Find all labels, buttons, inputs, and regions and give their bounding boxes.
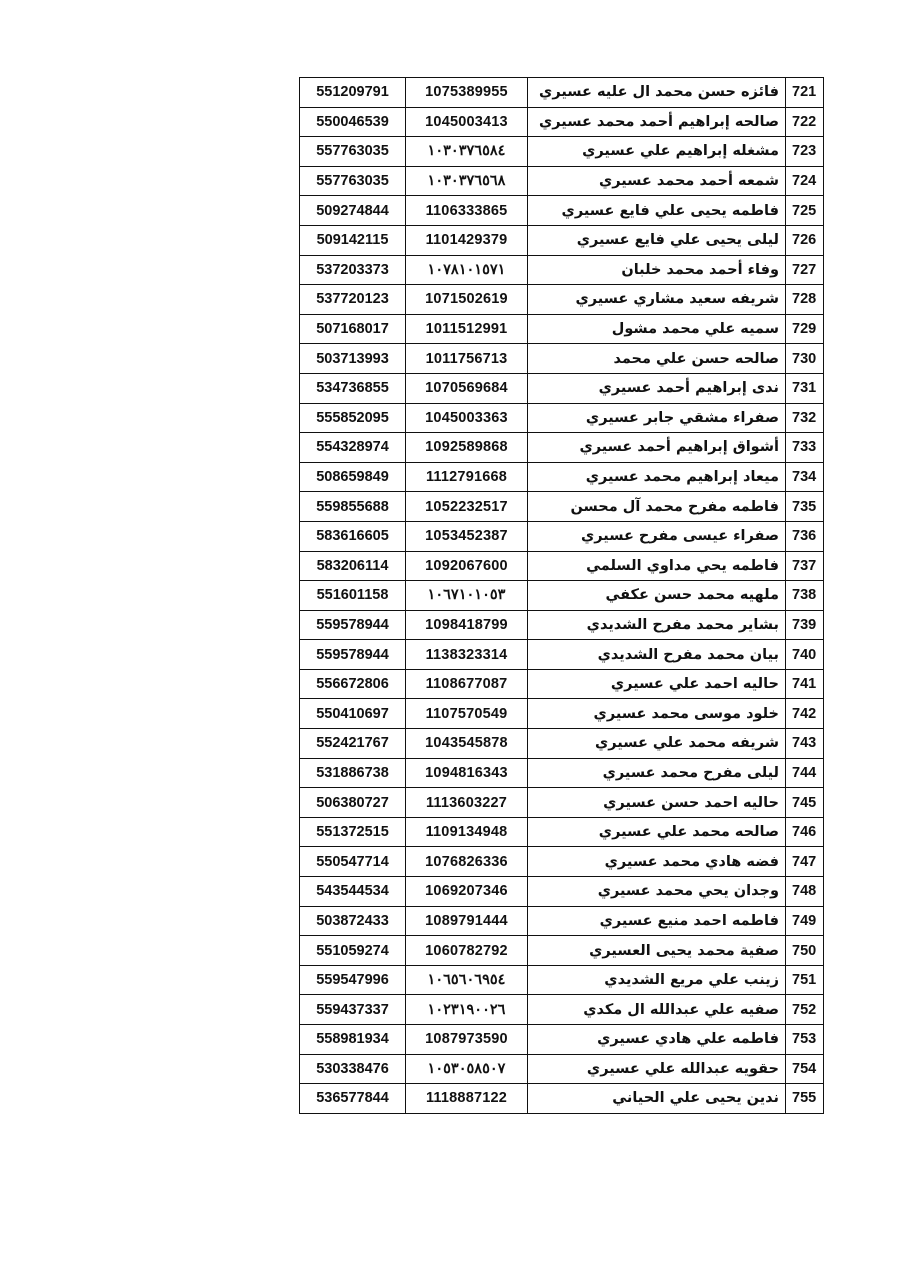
- row-number-cell: 747: [786, 847, 824, 877]
- mobile-cell: 555852095: [300, 403, 406, 433]
- row-number-cell: 741: [786, 669, 824, 699]
- mobile-cell: 537720123: [300, 285, 406, 315]
- id-number-cell: 1087973590: [406, 1025, 528, 1055]
- row-number-cell: 738: [786, 581, 824, 611]
- id-number-cell: 1071502619: [406, 285, 528, 315]
- name-cell: زينب علي مريع الشديدي: [528, 965, 786, 995]
- row-number-cell: 727: [786, 255, 824, 285]
- row-number-cell: 753: [786, 1025, 824, 1055]
- table-row: [300, 433, 824, 463]
- name-cell: ملهيه محمد حسن عكفي: [528, 581, 786, 611]
- id-number-cell: 1052232517: [406, 492, 528, 522]
- table-row: [300, 344, 824, 374]
- id-number-cell: 1107570549: [406, 699, 528, 729]
- id-number-cell: 1106333865: [406, 196, 528, 226]
- id-number-cell: 1138323314: [406, 640, 528, 670]
- id-number-cell: 1109134948: [406, 817, 528, 847]
- table-row: [300, 462, 824, 492]
- mobile-cell: 509142115: [300, 225, 406, 255]
- row-number-cell: 750: [786, 936, 824, 966]
- row-number-cell: 755: [786, 1084, 824, 1114]
- id-number-cell: ١٠٧٨١٠١٥٧١: [406, 255, 528, 285]
- row-number-cell: 725: [786, 196, 824, 226]
- table-row: [300, 521, 824, 551]
- mobile-cell: 559855688: [300, 492, 406, 522]
- name-cell: ليلى يحيى علي فايع عسيري: [528, 225, 786, 255]
- name-cell: صفراء مشقي جابر عسيري: [528, 403, 786, 433]
- table-row: [300, 906, 824, 936]
- table-row: [300, 877, 824, 907]
- mobile-cell: 530338476: [300, 1054, 406, 1084]
- mobile-cell: 550410697: [300, 699, 406, 729]
- name-cell: أشواق إبراهيم أحمد عسيري: [528, 433, 786, 463]
- row-number-cell: 745: [786, 788, 824, 818]
- mobile-cell: 503872433: [300, 906, 406, 936]
- mobile-cell: 508659849: [300, 462, 406, 492]
- table-row: [300, 78, 824, 108]
- table-row: [300, 817, 824, 847]
- name-cell: صفيه علي عبدالله ال مكدي: [528, 995, 786, 1025]
- row-number-cell: 722: [786, 107, 824, 137]
- table-row: [300, 758, 824, 788]
- id-number-cell: 1098418799: [406, 610, 528, 640]
- id-number-cell: ١٠٢٣١٩٠٠٢٦: [406, 995, 528, 1025]
- table-row: [300, 107, 824, 137]
- id-number-cell: ١٠٥٣٠٥٨٥٠٧: [406, 1054, 528, 1084]
- row-number-cell: 739: [786, 610, 824, 640]
- mobile-cell: 551372515: [300, 817, 406, 847]
- table-row: [300, 1084, 824, 1114]
- row-number-cell: 743: [786, 729, 824, 759]
- mobile-cell: 503713993: [300, 344, 406, 374]
- name-cell: مشغله إبراهيم علي عسيري: [528, 137, 786, 167]
- row-number-cell: 724: [786, 166, 824, 196]
- row-number-cell: 736: [786, 521, 824, 551]
- row-number-cell: 751: [786, 965, 824, 995]
- name-cell: بشاير محمد مفرح الشديدي: [528, 610, 786, 640]
- id-number-cell: 1108677087: [406, 669, 528, 699]
- mobile-cell: 583206114: [300, 551, 406, 581]
- name-cell: وفاء أحمد محمد خلبان: [528, 255, 786, 285]
- row-number-cell: 748: [786, 877, 824, 907]
- name-cell: صالحه إبراهيم أحمد محمد عسيري: [528, 107, 786, 137]
- roster-body: [300, 78, 824, 1114]
- table-row: [300, 581, 824, 611]
- mobile-cell: 537203373: [300, 255, 406, 285]
- id-number-cell: 1011756713: [406, 344, 528, 374]
- name-cell: شريفه سعيد مشاري عسيري: [528, 285, 786, 315]
- row-number-cell: 754: [786, 1054, 824, 1084]
- name-cell: حاليه احمد حسن عسيري: [528, 788, 786, 818]
- table-row: [300, 196, 824, 226]
- name-cell: حقويه عبدالله علي عسيري: [528, 1054, 786, 1084]
- mobile-cell: 557763035: [300, 137, 406, 167]
- table-row: [300, 551, 824, 581]
- id-number-cell: 1070569684: [406, 373, 528, 403]
- mobile-cell: 559578944: [300, 640, 406, 670]
- mobile-cell: 550046539: [300, 107, 406, 137]
- row-number-cell: 737: [786, 551, 824, 581]
- row-number-cell: 729: [786, 314, 824, 344]
- row-number-cell: 721: [786, 78, 824, 108]
- mobile-cell: 550547714: [300, 847, 406, 877]
- table-row: [300, 314, 824, 344]
- mobile-cell: 552421767: [300, 729, 406, 759]
- name-cell: ندين يحيى علي الحياني: [528, 1084, 786, 1114]
- row-number-cell: 752: [786, 995, 824, 1025]
- id-number-cell: 1075389955: [406, 78, 528, 108]
- id-number-cell: 1092067600: [406, 551, 528, 581]
- table-row: [300, 255, 824, 285]
- table-row: [300, 669, 824, 699]
- row-number-cell: 730: [786, 344, 824, 374]
- id-number-cell: ١٠٦٥٦٠٦٩٥٤: [406, 965, 528, 995]
- name-cell: فضه هادي محمد عسيري: [528, 847, 786, 877]
- name-cell: فاطمه مفرح محمد آل محسن: [528, 492, 786, 522]
- roster-table: [299, 77, 824, 1114]
- name-cell: فاطمه احمد منيع عسيري: [528, 906, 786, 936]
- id-number-cell: 1094816343: [406, 758, 528, 788]
- name-cell: سميه علي محمد مشول: [528, 314, 786, 344]
- table-row: [300, 285, 824, 315]
- table-row: [300, 936, 824, 966]
- table-row: [300, 610, 824, 640]
- name-cell: فاطمه يحي مداوي السلمي: [528, 551, 786, 581]
- mobile-cell: 536577844: [300, 1084, 406, 1114]
- mobile-cell: 543544534: [300, 877, 406, 907]
- id-number-cell: 1045003363: [406, 403, 528, 433]
- id-number-cell: 1011512991: [406, 314, 528, 344]
- mobile-cell: 559437337: [300, 995, 406, 1025]
- row-number-cell: 728: [786, 285, 824, 315]
- table-row: [300, 137, 824, 167]
- table-row: [300, 225, 824, 255]
- row-number-cell: 734: [786, 462, 824, 492]
- mobile-cell: 554328974: [300, 433, 406, 463]
- name-cell: وجدان يحي محمد عسيري: [528, 877, 786, 907]
- mobile-cell: 558981934: [300, 1025, 406, 1055]
- mobile-cell: 551601158: [300, 581, 406, 611]
- name-cell: شريفه محمد علي عسيري: [528, 729, 786, 759]
- id-number-cell: 1045003413: [406, 107, 528, 137]
- id-number-cell: 1053452387: [406, 521, 528, 551]
- id-number-cell: 1043545878: [406, 729, 528, 759]
- row-number-cell: 744: [786, 758, 824, 788]
- mobile-cell: 559547996: [300, 965, 406, 995]
- row-number-cell: 735: [786, 492, 824, 522]
- id-number-cell: 1113603227: [406, 788, 528, 818]
- name-cell: صفية محمد يحيى العسيري: [528, 936, 786, 966]
- name-cell: صفراء عيسى مفرح عسيري: [528, 521, 786, 551]
- id-number-cell: 1069207346: [406, 877, 528, 907]
- name-cell: ندى إبراهيم أحمد عسيري: [528, 373, 786, 403]
- name-cell: فاطمه يحيى علي فايع عسيري: [528, 196, 786, 226]
- row-number-cell: 733: [786, 433, 824, 463]
- id-number-cell: 1101429379: [406, 225, 528, 255]
- table-row: [300, 847, 824, 877]
- id-number-cell: ١٠٣٠٣٧٦٥٦٨: [406, 166, 528, 196]
- table-row: [300, 965, 824, 995]
- table-row: [300, 729, 824, 759]
- table-row: [300, 403, 824, 433]
- row-number-cell: 732: [786, 403, 824, 433]
- table-row: [300, 640, 824, 670]
- row-number-cell: 731: [786, 373, 824, 403]
- mobile-cell: 531886738: [300, 758, 406, 788]
- table-row: [300, 373, 824, 403]
- name-cell: بيان محمد مفرح الشديدي: [528, 640, 786, 670]
- table-row: [300, 1054, 824, 1084]
- mobile-cell: 551209791: [300, 78, 406, 108]
- name-cell: فائزه حسن محمد ال عليه عسيري: [528, 78, 786, 108]
- mobile-cell: 509274844: [300, 196, 406, 226]
- id-number-cell: 1089791444: [406, 906, 528, 936]
- id-number-cell: 1092589868: [406, 433, 528, 463]
- table-row: [300, 492, 824, 522]
- name-cell: شمعه أحمد محمد عسيري: [528, 166, 786, 196]
- mobile-cell: 507168017: [300, 314, 406, 344]
- table-row: [300, 166, 824, 196]
- name-cell: صالحه محمد علي عسيري: [528, 817, 786, 847]
- id-number-cell: 1076826336: [406, 847, 528, 877]
- table-row: [300, 995, 824, 1025]
- name-cell: خلود موسى محمد عسيري: [528, 699, 786, 729]
- row-number-cell: 742: [786, 699, 824, 729]
- id-number-cell: 1118887122: [406, 1084, 528, 1114]
- name-cell: صالحه حسن علي محمد: [528, 344, 786, 374]
- mobile-cell: 551059274: [300, 936, 406, 966]
- id-number-cell: ١٠٣٠٣٧٦٥٨٤: [406, 137, 528, 167]
- row-number-cell: 726: [786, 225, 824, 255]
- row-number-cell: 723: [786, 137, 824, 167]
- id-number-cell: ١٠٦٧١٠١٠٥٣: [406, 581, 528, 611]
- name-cell: ميعاد إبراهيم محمد عسيري: [528, 462, 786, 492]
- table-row: [300, 699, 824, 729]
- name-cell: ليلى مفرح محمد عسيري: [528, 758, 786, 788]
- row-number-cell: 746: [786, 817, 824, 847]
- name-cell: حاليه احمد علي عسيري: [528, 669, 786, 699]
- mobile-cell: 559578944: [300, 610, 406, 640]
- mobile-cell: 557763035: [300, 166, 406, 196]
- name-cell: فاطمه علي هادي عسيري: [528, 1025, 786, 1055]
- row-number-cell: 749: [786, 906, 824, 936]
- row-number-cell: 740: [786, 640, 824, 670]
- mobile-cell: 583616605: [300, 521, 406, 551]
- table-row: [300, 788, 824, 818]
- mobile-cell: 506380727: [300, 788, 406, 818]
- id-number-cell: 1060782792: [406, 936, 528, 966]
- mobile-cell: 556672806: [300, 669, 406, 699]
- table-row: [300, 1025, 824, 1055]
- id-number-cell: 1112791668: [406, 462, 528, 492]
- mobile-cell: 534736855: [300, 373, 406, 403]
